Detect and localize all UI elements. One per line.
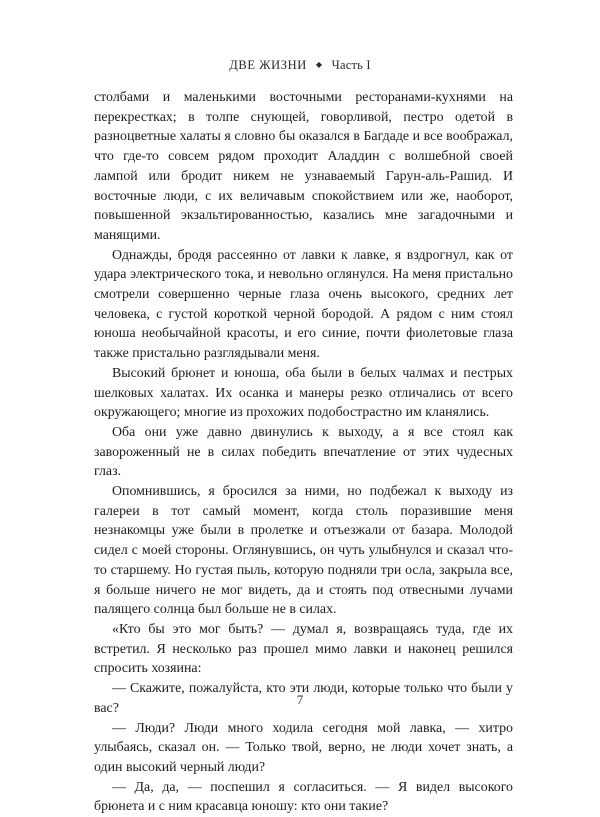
book-title: ДВЕ ЖИЗНИ bbox=[229, 58, 307, 72]
running-head bbox=[0, 58, 600, 73]
paragraph: столбами и маленькими восточными ресторанами-кухнями на перекрестках; в толпе снующей, говорливой, пестро одетой в разноцветные халаты я словно бы оказался в Багдаде и все воображал, что где-то совсем рядом проходит Аладдин с волшебной своей лампой или бродит никем не узнаваемый Гарун-аль-Рашид. И восточные люди, с их величавым спокойствием или же, наоборот, повышенной экзальтированностью, казались мне загадочными и манящими. bbox=[94, 90, 513, 243]
paragraph: Оба они уже давно двинулись к выходу, а я все стоял как завороженный не в силах победить впечатление от этих чудесных глаз. bbox=[94, 424, 513, 480]
paragraph: «Кто бы это мог быть? — думал я, возвращаясь туда, где их встретил. Я несколько раз прошел мимо лавки и наконец решился спросить хозяина: bbox=[94, 621, 513, 677]
part-label: Часть I bbox=[331, 58, 371, 72]
paragraph: — Скажите, пожалуйста, кто эти люди, которые только что были у вас? bbox=[94, 681, 513, 716]
page-number: 7 bbox=[296, 692, 304, 707]
paragraph: — Да, да, — поспешил я согласиться. — Я видел высокого брюнета и с ним красавца юношу: кто они такие? bbox=[94, 779, 513, 815]
paragraph: Опомнившись, я бросился за ними, но подбежал к выходу из галереи в тот самый момент, когда столь поразившие меня незнакомцы уже были в пролетке и отъезжали от базара. Молодой сидел с моей стороны. Оглянувшись, он чуть улыбнулся и сказал что-то старшему. Но густая пыль, которую подняли три осла, закрыла все, я больше ничего не мог видеть, да и стоять под отвесными лучами палящего солнца был больше не в силах. bbox=[94, 484, 513, 618]
paragraph: — Люди? Люди много ходила сегодня мой лавка, — хитро улыбаясь, сказал он. — Только твой, верно, не люди хочет знать, а один высокий черный люди? bbox=[94, 720, 513, 775]
diamond-separator-icon: ◆ bbox=[315, 60, 323, 69]
paragraph: Высокий брюнет и юноша, оба были в белых чалмах и пестрых шелковых халатах. Их осанка и манеры резко отличались от всего окружающего; многие из прохожих подобострастно им кланялись. bbox=[94, 365, 513, 421]
paragraph: Однажды, бродя рассеянно от лавки к лавке, я вздрогнул, как от удара электрического тока, и невольно оглянулся. На меня пристально смотрели совершенно черные глаза очень высокого, средних лет человека, с густой короткой черной бородой. А рядом с ним стоял юноша необычайной красоты, и его синие, почти фиолетовые глаза также пристально разглядывали меня. bbox=[94, 247, 513, 362]
